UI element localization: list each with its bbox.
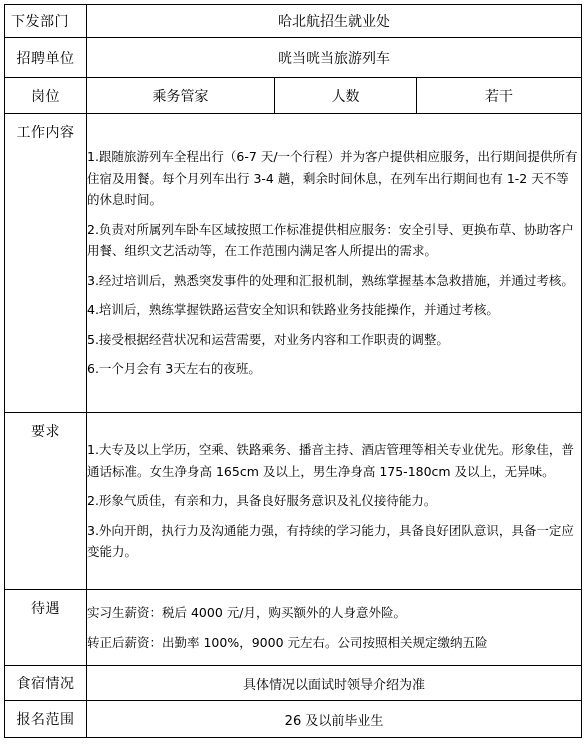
duty-item-4: 4.培训后，熟练掌握铁路运营安全知识和铁路业务技能操作，并通过考核。 bbox=[87, 302, 499, 318]
duty-item-5: 5.接受根据经营状况和运营需要，对业务内容和工作职责的调整。 bbox=[87, 331, 449, 347]
pay-item-intern: 实习生薪资：税后 4000 元/月，购买额外的人身意外险。 bbox=[87, 605, 406, 620]
row-lodging bbox=[5, 666, 582, 701]
duties-label: 工作内容 bbox=[5, 114, 87, 413]
position-value: 乘务管家 bbox=[87, 78, 275, 114]
headcount-label: 人数 bbox=[275, 78, 417, 114]
pay-content bbox=[87, 590, 582, 666]
row-duties bbox=[5, 114, 582, 413]
requirement-item-1: 1.大专及以上学历，空乘、铁路乘务、播音主持、酒店管理等相关专业优先。形象佳，普通话标准。女生净身高 165cm 及以上，男生净身高 175-180cm 及以上，无异味。 bbox=[87, 442, 574, 479]
employer-label: 招聘单位 bbox=[5, 38, 87, 78]
dept-value: 哈北航招生就业处 bbox=[87, 5, 582, 38]
position-label: 岗位 bbox=[5, 78, 87, 114]
requirement-item-2: 2.形象气质佳，有亲和力，具备良好服务意识及礼仪接待能力。 bbox=[87, 493, 437, 509]
duty-item-6: 6.一个月会有 3天左右的夜班。 bbox=[87, 361, 261, 377]
duties-content bbox=[87, 114, 582, 413]
duty-item-3: 3.经过培训后，熟悉突发事件的处理和汇报机制，熟练掌握基本急救措施，并通过考核。 bbox=[87, 272, 574, 288]
row-scope bbox=[5, 701, 582, 738]
requirements-content bbox=[87, 413, 582, 590]
row-dept bbox=[5, 5, 582, 38]
requirements-label: 要求 bbox=[5, 413, 87, 590]
employer-value: 咣当咣当旅游列车 bbox=[87, 38, 582, 78]
headcount-value: 若干 bbox=[417, 78, 582, 114]
lodging-label: 食宿情况 bbox=[5, 666, 87, 701]
pay-item-regular: 转正后薪资：出勤率 100%，9000 元左右。公司按照相关规定缴纳五险 bbox=[87, 634, 488, 650]
duty-item-2: 2.负责对所属列车卧车区域按照工作标准提供相应服务：安全引导、更换布草、协助客户用餐、组织文艺活动等，在工作范围内满足客人所提出的需求。 bbox=[87, 221, 574, 259]
pay-label: 待遇 bbox=[5, 590, 87, 666]
row-position bbox=[5, 78, 582, 114]
scope-label: 报名范围 bbox=[5, 701, 87, 738]
dept-label: 下发部门 bbox=[5, 5, 87, 38]
row-employer bbox=[5, 38, 582, 78]
requirement-item-3: 3.外向开朗，执行力及沟通能力强，有持续的学习能力，具备良好团队意识，具备一定应变能力。 bbox=[87, 522, 574, 560]
duty-item-1: 1.跟随旅游列车全程出行（6-7 天/一个行程）并为客户提供相应服务，出行期间提供所有住宿及用餐。每个月列车出行 3-4 趟，剩余时间休息，在列车出行期间也有 1-2 天不等的休息时间。 bbox=[87, 149, 578, 208]
row-requirements bbox=[5, 413, 582, 590]
lodging-value: 具体情况以面试时领导介绍为准 bbox=[87, 666, 582, 701]
job-posting-table bbox=[4, 4, 582, 738]
scope-value: 26 及以前毕业生 bbox=[87, 701, 582, 738]
row-pay bbox=[5, 590, 582, 666]
